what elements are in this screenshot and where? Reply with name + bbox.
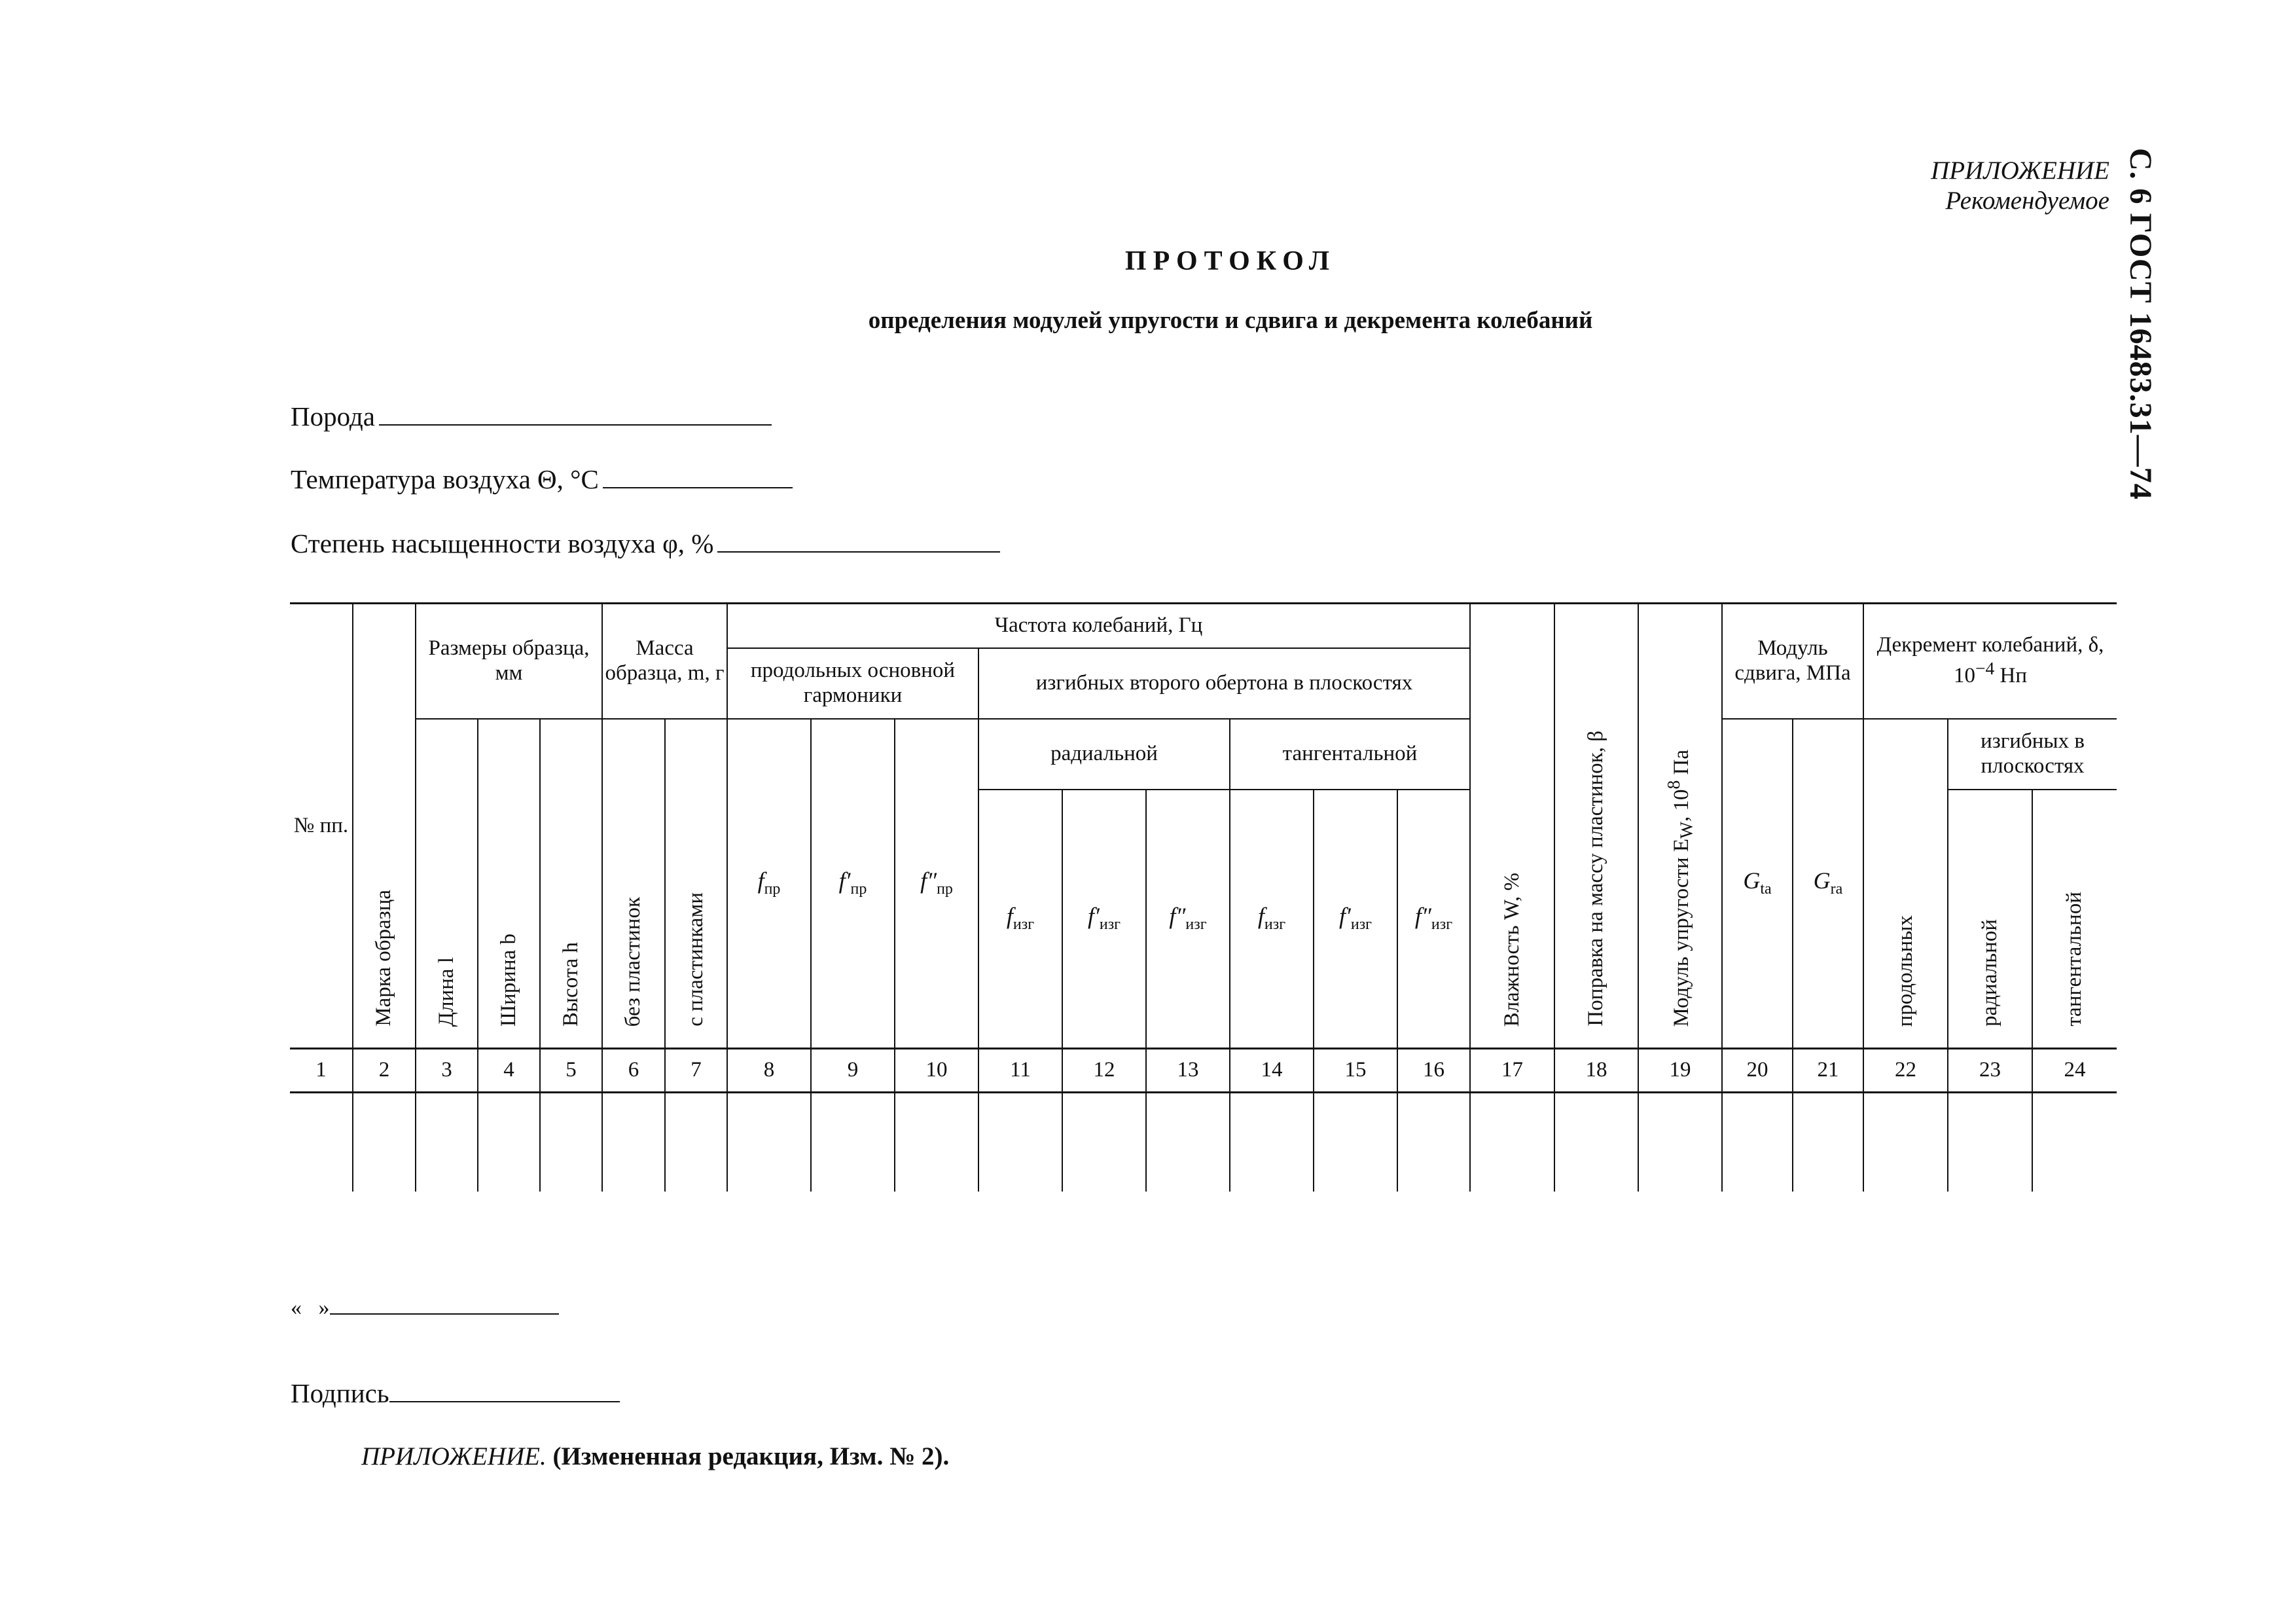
- table-row: [290, 1093, 2117, 1192]
- f-izg-dprime-symbol: [1414, 903, 1453, 934]
- modulus-prefix: Модуль упругости E: [1670, 838, 1694, 1027]
- revision-note: [361, 1442, 949, 1471]
- f-letter: f: [757, 867, 764, 894]
- species-field: [291, 401, 772, 432]
- column-number-cell: 6: [602, 1049, 665, 1093]
- col-header-height-text: Высота h: [558, 941, 583, 1027]
- table-cell[interactable]: [416, 1093, 478, 1192]
- table-cell[interactable]: [540, 1093, 602, 1192]
- col-header-length: [416, 719, 478, 1049]
- col-header-mass-with: [665, 719, 727, 1049]
- plane-header-radial: [978, 719, 1230, 790]
- f-pr-symbol: [757, 867, 781, 898]
- column-number-cell: 1: [290, 1049, 353, 1093]
- ta-subscript: ta: [1760, 881, 1772, 898]
- revision-note-text: (Измененная редакция, Изм. № 2).: [552, 1442, 950, 1470]
- f-letter: f: [1169, 903, 1176, 930]
- col-header-dec-longitudinal-text: продольных: [1893, 915, 1917, 1027]
- prime-mark: ′: [1345, 903, 1351, 930]
- col-header-dec-longitudinal: [1863, 719, 1948, 1049]
- air-saturation-label: Степень насыщенности воздуха φ, %: [291, 528, 714, 558]
- group-header-dimensions-text: Размеры образца, мм: [428, 636, 590, 685]
- plane-header-tangential-text: тангентальной: [1282, 741, 1418, 765]
- table-cell[interactable]: [665, 1093, 727, 1192]
- col-header-g-ta: [1722, 719, 1793, 1049]
- col-header-dec-tangential: [2032, 790, 2117, 1049]
- col-header-height: [540, 719, 602, 1049]
- col-header-f-izg-prime-tangential: [1314, 790, 1397, 1049]
- decrement-exponent: −4: [1975, 658, 1995, 679]
- column-number-cell: 24: [2032, 1049, 2117, 1093]
- col-header-mass-with-text: с пластинками: [683, 892, 708, 1027]
- col-header-dec-radial: [1948, 790, 2032, 1049]
- col-header-no-text: № пп.: [293, 813, 349, 837]
- f-letter: f: [1414, 903, 1422, 930]
- col-header-f-izg-dprime-radial: [1146, 790, 1230, 1049]
- column-number-cell: 19: [1638, 1049, 1722, 1093]
- table-cell[interactable]: [478, 1093, 540, 1192]
- col-header-no: [290, 604, 353, 1049]
- col-header-f-pr: [727, 719, 811, 1049]
- group-header-dimensions: [416, 604, 602, 719]
- izg-subscript: изг: [1264, 916, 1286, 934]
- column-number-cell: 11: [978, 1049, 1062, 1093]
- modulus-suffix: Па: [1670, 749, 1694, 780]
- table-cell[interactable]: [290, 1093, 353, 1192]
- group-header-decrement: [1863, 604, 2117, 719]
- col-header-f-izg-dprime-tangential: [1397, 790, 1470, 1049]
- table-cell[interactable]: [1062, 1093, 1146, 1192]
- izg-subscript: изг: [1350, 916, 1372, 934]
- col-header-mass-without: [602, 719, 665, 1049]
- col-header-f-izg-radial: [978, 790, 1062, 1049]
- prime-mark: ′: [845, 867, 851, 894]
- species-blank[interactable]: [379, 405, 772, 426]
- group-header-decrement-text: Декремент колебаний, δ, 10: [1876, 633, 2104, 688]
- date-quote-marks: « »: [291, 1296, 330, 1320]
- f-izg-dprime-symbol: [1169, 903, 1207, 934]
- f-letter: f: [1338, 903, 1346, 930]
- column-number-cell: 21: [1793, 1049, 1863, 1093]
- column-number-cell: 22: [1863, 1049, 1948, 1093]
- air-temperature-label: Температура воздуха Θ, °С: [291, 464, 599, 494]
- protocol-table: [290, 602, 2117, 1192]
- double-prime-mark: ″: [1175, 903, 1186, 930]
- column-number-cell: 17: [1470, 1049, 1554, 1093]
- subgroup-bending-text: изгибных второго обертона в плоскостях: [1035, 670, 1413, 695]
- subgroup-longitudinal-text: продольных основной гармоники: [750, 658, 956, 707]
- table-cell[interactable]: [602, 1093, 665, 1192]
- column-number-cell: 2: [353, 1049, 416, 1093]
- column-number-cell: 5: [540, 1049, 602, 1093]
- f-izg-prime-symbol: [1338, 903, 1372, 934]
- f-letter: f: [920, 867, 927, 894]
- species-label: Порода: [291, 401, 375, 431]
- subgroup-longitudinal: [727, 648, 978, 719]
- subgroup-bending: [978, 648, 1470, 719]
- table-cell[interactable]: [1470, 1093, 1554, 1192]
- col-header-modulus: [1638, 604, 1722, 1049]
- column-number-cell: 13: [1146, 1049, 1230, 1093]
- table-cell[interactable]: [1314, 1093, 1397, 1192]
- table-cell[interactable]: [1948, 1093, 2032, 1192]
- pr-subscript: пр: [937, 881, 953, 898]
- column-number-cell: 4: [478, 1049, 540, 1093]
- signature-blank[interactable]: [389, 1381, 620, 1402]
- column-number-row: [290, 1049, 2117, 1093]
- col-header-width: [478, 719, 540, 1049]
- column-number-cell: 7: [665, 1049, 727, 1093]
- appendix-subtitle: Рекомендуемое: [1945, 187, 2109, 215]
- signature-field: [291, 1377, 620, 1409]
- col-header-modulus-text: [1663, 750, 1696, 1027]
- modulus-subscript: W: [1676, 821, 1696, 839]
- column-number-cell: 12: [1062, 1049, 1146, 1093]
- date-field: [291, 1295, 559, 1321]
- table-cell[interactable]: [978, 1093, 1062, 1192]
- col-header-mass-without-text: без пластинок: [621, 896, 645, 1027]
- col-header-mark: [353, 604, 416, 1049]
- air-saturation-field: [291, 528, 1000, 559]
- column-number-cell: 10: [895, 1049, 978, 1093]
- f-izg-prime-symbol: [1087, 903, 1121, 934]
- col-header-moisture-text: Влажность W, %: [1499, 872, 1524, 1027]
- modulus-exponent: 8: [1663, 780, 1684, 790]
- column-number-cell: 23: [1948, 1049, 2032, 1093]
- col-header-mark-text: Марка образца: [372, 890, 396, 1027]
- table-cell[interactable]: [895, 1093, 978, 1192]
- column-number-cell: 9: [811, 1049, 895, 1093]
- col-header-f-izg-tangential: [1230, 790, 1314, 1049]
- col-header-f-pr-dprime: [895, 719, 978, 1049]
- subgroup-dec-bending: [1948, 719, 2117, 790]
- col-header-width-text: Ширина b: [496, 933, 520, 1027]
- column-number-cell: 15: [1314, 1049, 1397, 1093]
- g-letter: G: [1743, 867, 1761, 894]
- double-prime-mark: ″: [1421, 903, 1431, 930]
- table-cell[interactable]: [1554, 1093, 1638, 1192]
- f-pr-prime-symbol: [838, 867, 867, 898]
- f-izg-symbol: [1006, 903, 1035, 934]
- decrement-unit: Нп: [1994, 664, 2027, 688]
- group-header-shear: [1722, 604, 1863, 719]
- column-number-cell: 3: [416, 1049, 478, 1093]
- izg-subscript: изг: [1431, 916, 1453, 934]
- column-number-cell: 14: [1230, 1049, 1314, 1093]
- appendix-header: [1931, 156, 2109, 216]
- table-cell[interactable]: [1146, 1093, 1230, 1192]
- group-header-mass-text: Масса образца, m, г: [605, 636, 725, 685]
- column-number-cell: 18: [1554, 1049, 1638, 1093]
- col-header-correction-text: Поправка на массу пластинок, β: [1584, 731, 1608, 1027]
- table-cell[interactable]: [1230, 1093, 1314, 1192]
- izg-subscript: изг: [1185, 916, 1207, 934]
- col-header-f-izg-prime-radial: [1062, 790, 1146, 1049]
- f-letter: f: [1006, 903, 1013, 930]
- col-header-f-pr-prime: [811, 719, 895, 1049]
- air-temperature-blank[interactable]: [603, 467, 793, 488]
- pr-subscript: пр: [850, 881, 867, 898]
- g-ta-symbol: [1743, 867, 1772, 898]
- modulus-unit: , 10: [1670, 789, 1694, 822]
- revision-note-appendix: ПРИЛОЖЕНИЕ.: [361, 1442, 547, 1470]
- table-cell[interactable]: [2032, 1093, 2117, 1192]
- col-header-correction: [1554, 604, 1638, 1049]
- col-header-length-text: Длина l: [434, 957, 458, 1027]
- appendix-title: ПРИЛОЖЕНИЕ: [1931, 156, 2109, 185]
- col-header-g-ra: [1793, 719, 1863, 1049]
- izg-subscript: изг: [1013, 916, 1035, 934]
- subgroup-dec-bending-text: изгибных в плоскостях: [1981, 729, 2085, 778]
- table-cell[interactable]: [1397, 1093, 1470, 1192]
- izg-subscript: изг: [1099, 916, 1121, 934]
- air-saturation-blank[interactable]: [717, 532, 1000, 553]
- column-number-cell: 16: [1397, 1049, 1470, 1093]
- prime-mark: ′: [1094, 903, 1100, 930]
- column-number-cell: 20: [1722, 1049, 1793, 1093]
- table-cell[interactable]: [1722, 1093, 1793, 1192]
- group-header-frequency: [727, 604, 1470, 648]
- col-header-moisture: [1470, 604, 1554, 1049]
- ra-subscript: ra: [1830, 881, 1843, 898]
- air-temperature-field: [291, 464, 793, 495]
- pr-subscript: пр: [764, 881, 781, 898]
- document-heading: ПРОТОКОЛ: [1124, 246, 1336, 276]
- signature-label: Подпись: [291, 1378, 389, 1408]
- table-cell[interactable]: [1793, 1093, 1863, 1192]
- plane-header-radial-text: радиальной: [1050, 741, 1158, 765]
- document-subheading: определения модулей упругости и сдвига и декремента колебаний: [868, 307, 1593, 334]
- table-cell[interactable]: [811, 1093, 895, 1192]
- g-ra-symbol: [1813, 867, 1843, 898]
- table-cell[interactable]: [1638, 1093, 1722, 1192]
- f-izg-symbol: [1257, 903, 1286, 934]
- f-pr-dprime-symbol: [920, 867, 953, 898]
- f-letter: f: [1087, 903, 1094, 930]
- col-header-dec-tangential-text: тангентальной: [2062, 892, 2087, 1027]
- group-header-mass: [602, 604, 727, 719]
- col-header-dec-radial-text: радиальной: [1977, 919, 2001, 1027]
- double-prime-mark: ″: [927, 867, 937, 894]
- f-letter: f: [838, 867, 846, 894]
- group-header-frequency-text: Частота колебаний, Гц: [994, 613, 1203, 637]
- table-cell[interactable]: [727, 1093, 811, 1192]
- table-cell[interactable]: [353, 1093, 416, 1192]
- column-number-cell: 8: [727, 1049, 811, 1093]
- table-cell[interactable]: [1863, 1093, 1948, 1192]
- plane-header-tangential: [1230, 719, 1470, 790]
- f-letter: f: [1257, 903, 1265, 930]
- g-letter: G: [1813, 867, 1831, 894]
- group-header-shear-text: Модуль сдвига, МПа: [1734, 636, 1851, 685]
- date-blank[interactable]: [330, 1295, 559, 1315]
- standard-label: С. 6 ГОСТ 16483.31—74: [2123, 148, 2158, 500]
